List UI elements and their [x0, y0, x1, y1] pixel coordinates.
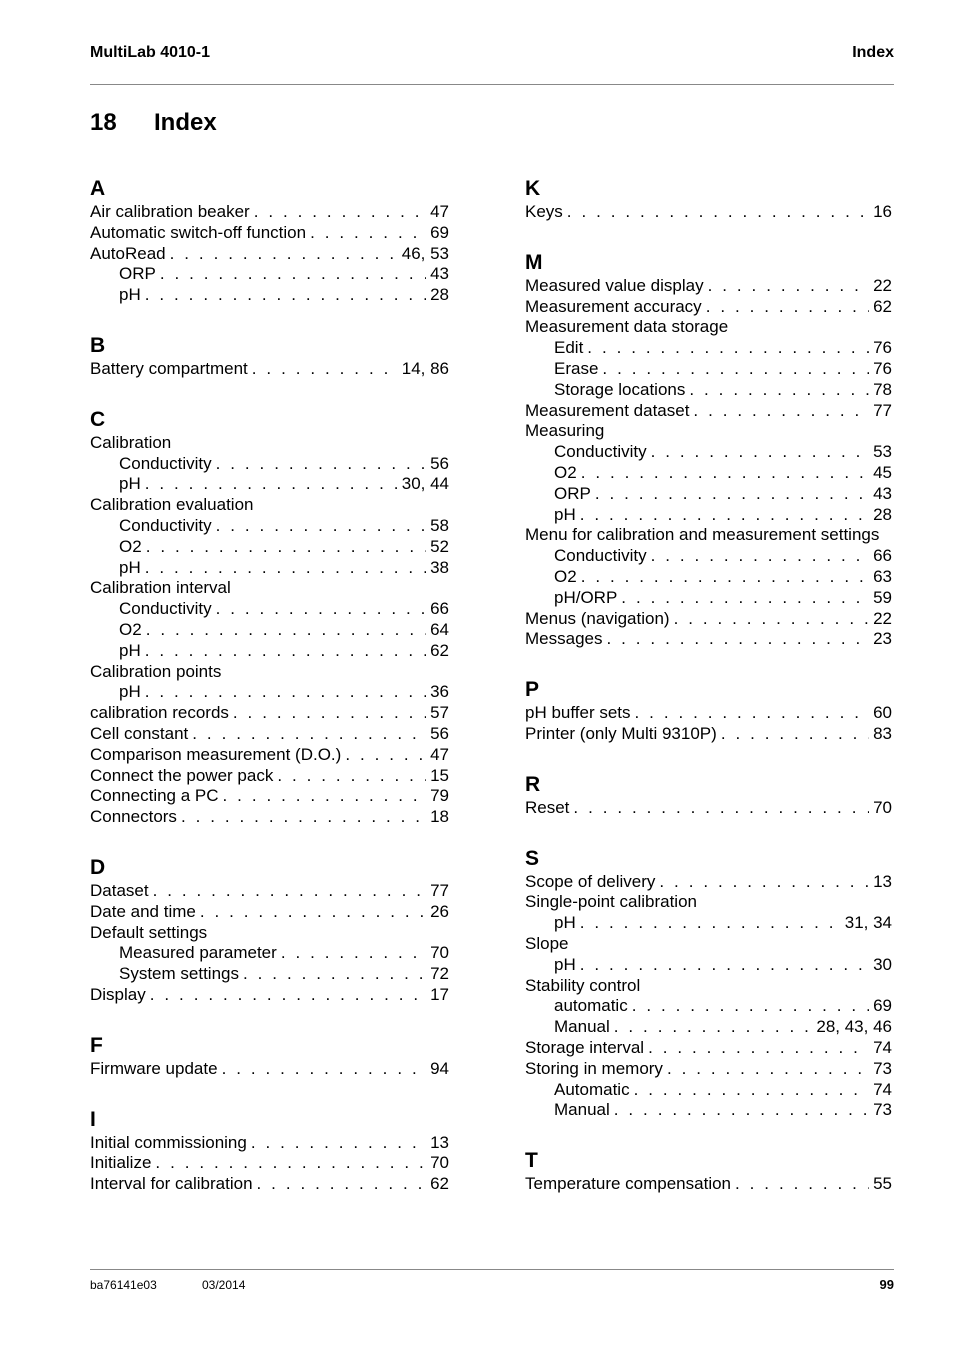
index-term: Interval for calibration [90, 1174, 253, 1194]
dot-leader [216, 599, 426, 620]
dot-leader [222, 1059, 427, 1080]
index-term: Keys [525, 202, 563, 221]
index-section [525, 677, 892, 745]
index-entry [90, 244, 449, 265]
index-letter-heading: B [90, 333, 106, 357]
dot-leader [216, 516, 426, 537]
index-term: Edit [554, 338, 584, 358]
index-entry [525, 317, 892, 338]
index-term: Initialize [90, 1153, 152, 1173]
index-entry [525, 934, 892, 955]
index-letter-heading: T [525, 1149, 538, 1173]
index-term: Initial commissioning [90, 1132, 247, 1152]
index-page-numbers: 58 [430, 515, 449, 535]
index-section [90, 1107, 449, 1195]
index-entry [525, 401, 892, 422]
index-term: pH buffer sets [525, 703, 631, 723]
index-subentry [525, 359, 892, 380]
index-entry [90, 1133, 449, 1154]
dot-leader [674, 609, 870, 630]
index-subentry [525, 338, 892, 359]
dot-leader [651, 442, 869, 463]
index-term: Measured value display [525, 275, 704, 295]
dot-leader [153, 881, 426, 902]
dot-leader [145, 641, 426, 662]
dot-leader [155, 1153, 426, 1174]
index-entry [90, 495, 449, 516]
index-page-numbers: 28 [430, 285, 449, 305]
index-page-numbers: 16 [873, 202, 892, 221]
index-term: Default settings [90, 922, 208, 942]
index-term: Connectors [90, 807, 177, 827]
index-term: System settings [119, 964, 239, 984]
index-entry [90, 202, 449, 223]
dot-leader [634, 1080, 869, 1101]
index-term: Calibration [90, 432, 172, 452]
index-entry [90, 881, 449, 902]
header-section-name: Index [852, 44, 894, 61]
dot-leader [580, 955, 869, 976]
index-entry [525, 276, 892, 297]
dot-leader [689, 380, 869, 401]
index-term: pH [554, 504, 576, 524]
index-entry [90, 724, 449, 745]
index-entry [90, 359, 449, 380]
index-term: Display [90, 984, 146, 1004]
index-page-numbers: 73 [873, 1100, 892, 1120]
index-entry [525, 202, 892, 223]
index-page-numbers: 30 [873, 954, 892, 974]
index-page-numbers: 52 [430, 536, 449, 556]
index-term: Date and time [90, 901, 196, 921]
index-page-numbers: 47 [430, 744, 449, 764]
index-section [525, 250, 892, 650]
dot-leader [651, 546, 869, 567]
index-term: Firmware update [90, 1058, 218, 1078]
index-page-numbers: 69 [430, 222, 449, 242]
index-section [90, 855, 449, 1006]
index-subentry [90, 641, 449, 662]
index-page-numbers: 13 [873, 871, 892, 891]
index-page-numbers: 74 [873, 1079, 892, 1099]
dot-leader [708, 276, 869, 297]
dot-leader [659, 872, 869, 893]
dot-leader [735, 1174, 869, 1195]
index-letter-heading: R [525, 772, 541, 796]
index-term: Conductivity [119, 599, 212, 619]
index-page-numbers: 78 [873, 379, 892, 399]
index-term: Storage locations [554, 379, 686, 399]
index-page-numbers: 23 [873, 629, 892, 649]
index-subentry [525, 567, 892, 588]
index-term: Reset [525, 797, 570, 817]
index-page-numbers: 62 [873, 296, 892, 316]
dot-leader [145, 682, 426, 703]
index-entry [90, 703, 449, 724]
index-letter-heading: F [90, 1033, 103, 1057]
index-term: Temperature compensation [525, 1174, 732, 1194]
index-page-numbers: 22 [873, 608, 892, 628]
index-term: automatic [554, 996, 628, 1016]
index-term: Single-point calibration [525, 892, 697, 912]
index-subentry [90, 558, 449, 579]
dot-leader [567, 202, 869, 223]
index-subentry [525, 996, 892, 1017]
index-subentry [525, 463, 892, 484]
dot-leader [602, 359, 869, 380]
index-page-numbers: 70 [873, 797, 892, 817]
index-term: calibration records [90, 703, 229, 723]
index-section [90, 1033, 449, 1080]
index-subentry [525, 505, 892, 526]
index-term: Automatic switch-off function [90, 222, 307, 242]
index-entry [525, 1059, 892, 1080]
index-page-numbers: 69 [873, 996, 892, 1016]
index-term: Cell constant [90, 723, 189, 743]
index-term: Measurement dataset [525, 400, 690, 420]
index-entry [90, 1059, 449, 1080]
dot-leader [573, 798, 869, 819]
index-page-numbers: 38 [430, 557, 449, 577]
index-subentry [525, 1080, 892, 1101]
index-page-numbers: 55 [873, 1174, 892, 1194]
dot-leader [648, 1038, 869, 1059]
index-term: Slope [525, 933, 569, 953]
index-term: pH [554, 954, 576, 974]
index-entry [90, 578, 449, 599]
index-subentry [525, 484, 892, 505]
index-entry [525, 297, 892, 318]
index-subentry [90, 454, 449, 475]
index-term: O2 [554, 566, 577, 586]
index-section [525, 772, 892, 819]
index-term: O2 [119, 619, 142, 639]
dot-leader [216, 454, 426, 475]
dot-leader [614, 1017, 813, 1038]
index-entry [525, 703, 892, 724]
index-entry [90, 745, 449, 766]
index-entry [525, 421, 892, 442]
index-subentry [525, 588, 892, 609]
index-term: Conductivity [119, 515, 212, 535]
dot-leader [606, 629, 869, 650]
index-subentry [525, 1017, 892, 1038]
index-term: pH [119, 557, 141, 577]
footer-document-id: ba76141e03 [90, 1278, 157, 1292]
index-term: Scope of delivery [525, 871, 656, 891]
dot-leader [233, 703, 426, 724]
index-entry [525, 892, 892, 913]
index-entry [90, 923, 449, 944]
index-term: Storing in memory [525, 1058, 663, 1078]
index-page-numbers: 14, 86 [401, 358, 449, 378]
index-entry [525, 872, 892, 893]
dot-leader [635, 703, 870, 724]
dot-leader [632, 996, 869, 1017]
index-page-numbers: 76 [873, 338, 892, 358]
index-page-numbers: 73 [873, 1058, 892, 1078]
index-term: Conductivity [554, 442, 647, 462]
index-term: Measurement accuracy [525, 296, 702, 316]
dot-leader [277, 766, 426, 787]
dot-leader [145, 285, 426, 306]
index-subentry [90, 537, 449, 558]
index-term: AutoRead [90, 243, 166, 263]
index-page-numbers: 17 [430, 984, 449, 1004]
index-entry [90, 1153, 449, 1174]
index-page-numbers: 62 [430, 640, 449, 660]
index-page-numbers: 70 [430, 943, 449, 963]
index-term: Conductivity [119, 453, 212, 473]
index-page-numbers: 26 [430, 901, 449, 921]
index-letter-heading: D [90, 855, 106, 879]
index-term: ORP [119, 264, 156, 284]
index-subentry [525, 442, 892, 463]
index-letter-heading: I [90, 1107, 96, 1131]
index-page-numbers: 47 [430, 202, 449, 221]
index-page-numbers: 46, 53 [401, 243, 449, 263]
dot-leader [145, 558, 426, 579]
index-term: Air calibration beaker [90, 202, 250, 221]
dot-leader [257, 1174, 427, 1195]
index-page-numbers: 79 [430, 786, 449, 806]
chapter-number: 18 [90, 109, 117, 136]
index-term: pH [119, 640, 141, 660]
footer-divider [90, 1269, 894, 1270]
index-page-numbers: 43 [873, 483, 892, 503]
index-entry [90, 662, 449, 683]
index-subentry [90, 682, 449, 703]
index-term: pH/ORP [554, 587, 618, 607]
index-entry [525, 525, 892, 546]
index-entry [525, 629, 892, 650]
index-page-numbers: 94 [430, 1058, 449, 1078]
index-subentry [90, 264, 449, 285]
index-page-numbers: 77 [873, 400, 892, 420]
dot-leader [581, 567, 869, 588]
index-entry [90, 1174, 449, 1195]
dot-leader [621, 588, 869, 609]
index-page-numbers: 31, 34 [844, 913, 892, 933]
index-page-numbers: 13 [430, 1132, 449, 1152]
index-term: Measurement data storage [525, 317, 729, 337]
index-term: Manual [554, 1100, 610, 1120]
index-term: O2 [554, 462, 577, 482]
index-term: Automatic [554, 1079, 630, 1099]
dot-leader [170, 244, 398, 265]
header-divider [90, 84, 894, 85]
dot-leader [693, 401, 869, 422]
dot-leader [192, 724, 426, 745]
index-page-numbers: 28 [873, 504, 892, 524]
dot-leader [667, 1059, 869, 1080]
index-subentry [525, 380, 892, 401]
index-section [525, 846, 892, 1122]
index-page-numbers: 60 [873, 703, 892, 723]
index-term: Calibration evaluation [90, 495, 254, 515]
index-entry [525, 976, 892, 997]
dot-leader [252, 359, 398, 380]
index-page-numbers: 83 [873, 723, 892, 743]
index-page-numbers: 63 [873, 566, 892, 586]
header-product-name: MultiLab 4010-1 [90, 44, 211, 61]
index-entry [90, 807, 449, 828]
dot-leader [310, 223, 426, 244]
index-term: pH [119, 682, 141, 702]
dot-leader [160, 264, 426, 285]
index-page-numbers: 43 [430, 264, 449, 284]
dot-leader [345, 745, 426, 766]
index-subentry [90, 474, 449, 495]
index-subentry [90, 964, 449, 985]
index-page-numbers: 70 [430, 1153, 449, 1173]
index-page-numbers: 57 [430, 703, 449, 723]
dot-leader [580, 913, 841, 934]
index-term: Printer (only Multi 9310P) [525, 723, 717, 743]
index-entry [90, 766, 449, 787]
index-section [90, 176, 449, 306]
index-term: Calibration points [90, 661, 222, 681]
index-page-numbers: 53 [873, 442, 892, 462]
index-column-right [525, 176, 892, 1222]
chapter-title: Index [154, 109, 217, 136]
index-section [525, 1148, 892, 1195]
index-page-numbers: 66 [430, 599, 449, 619]
index-page-numbers: 30, 44 [401, 474, 449, 494]
index-term: Messages [525, 629, 603, 649]
index-term: pH [119, 474, 141, 494]
index-entry [90, 786, 449, 807]
index-page-numbers: 22 [873, 275, 892, 295]
dot-leader [587, 338, 869, 359]
index-letter-heading: K [525, 177, 541, 200]
index-page-numbers: 18 [430, 807, 449, 827]
index-term: Battery compartment [90, 358, 248, 378]
index-term: Measuring [525, 421, 605, 441]
index-letter-heading: M [525, 250, 543, 274]
index-section [525, 176, 892, 223]
index-page-numbers: 66 [873, 546, 892, 566]
index-letter-heading: S [525, 846, 540, 870]
dot-leader [581, 463, 869, 484]
index-term: Calibration interval [90, 578, 231, 598]
index-term: Measured parameter [119, 943, 277, 963]
index-term: Connecting a PC [90, 786, 219, 806]
dot-leader [595, 484, 869, 505]
index-entry [90, 902, 449, 923]
index-page-numbers: 56 [430, 453, 449, 473]
index-subentry [525, 546, 892, 567]
index-entry [525, 1038, 892, 1059]
index-page-numbers: 59 [873, 587, 892, 607]
index-term: Erase [554, 358, 599, 378]
dot-leader [146, 537, 426, 558]
index-page-numbers: 15 [430, 765, 449, 785]
index-letter-heading: C [90, 407, 106, 431]
index-entry [90, 223, 449, 244]
index-term: O2 [119, 536, 142, 556]
index-page-numbers: 72 [430, 964, 449, 984]
index-term: Dataset [90, 880, 149, 900]
index-section [90, 407, 449, 828]
index-term: Stability control [525, 975, 641, 995]
index-term: pH [119, 285, 141, 305]
index-page-numbers: 28, 43, 46 [816, 1017, 892, 1037]
index-subentry [90, 943, 449, 964]
index-entry [90, 985, 449, 1006]
index-letter-heading: P [525, 678, 540, 702]
index-term: Conductivity [554, 546, 647, 566]
index-term: Storage interval [525, 1037, 645, 1057]
dot-leader [223, 786, 427, 807]
dot-leader [580, 505, 869, 526]
index-term: Menu for calibration and measurement settings [525, 525, 880, 545]
dot-leader [281, 943, 426, 964]
dot-leader [243, 964, 426, 985]
index-page-numbers: 36 [430, 682, 449, 702]
dot-leader [614, 1100, 869, 1121]
index-page-numbers: 77 [430, 880, 449, 900]
dot-leader [181, 807, 426, 828]
index-term: ORP [554, 483, 591, 503]
dot-leader [145, 474, 398, 495]
index-entry [525, 609, 892, 630]
index-subentry [90, 516, 449, 537]
index-letter-heading: A [90, 177, 106, 200]
chapter-heading [90, 109, 217, 137]
footer-date: 03/2014 [202, 1278, 246, 1292]
index-subentry [525, 955, 892, 976]
index-entry [525, 1174, 892, 1195]
dot-leader [254, 202, 426, 223]
index-page-numbers: 45 [873, 462, 892, 482]
index-page-numbers: 62 [430, 1174, 449, 1194]
index-term: Menus (navigation) [525, 608, 670, 628]
index-entry [525, 724, 892, 745]
dot-leader [251, 1133, 426, 1154]
dot-leader [150, 985, 426, 1006]
index-subentry [90, 599, 449, 620]
index-entry [525, 798, 892, 819]
index-subentry [90, 285, 449, 306]
index-section [90, 333, 449, 380]
index-column-left [90, 176, 449, 1222]
index-term: Manual [554, 1017, 610, 1037]
index-subentry [525, 913, 892, 934]
index-page-numbers: 64 [430, 619, 449, 639]
dot-leader [200, 902, 426, 923]
index-page-numbers: 76 [873, 358, 892, 378]
dot-leader [706, 297, 869, 318]
index-term: pH [554, 913, 576, 933]
index-entry [90, 433, 449, 454]
index-term: Comparison measurement (D.O.) [90, 744, 342, 764]
index-page-numbers: 74 [873, 1037, 892, 1057]
index-subentry [90, 620, 449, 641]
index-term: Connect the power pack [90, 765, 274, 785]
index-page-numbers: 56 [430, 723, 449, 743]
index-subentry [525, 1100, 892, 1121]
dot-leader [146, 620, 426, 641]
dot-leader [721, 724, 869, 745]
footer-page-number: 99 [879, 1277, 894, 1292]
